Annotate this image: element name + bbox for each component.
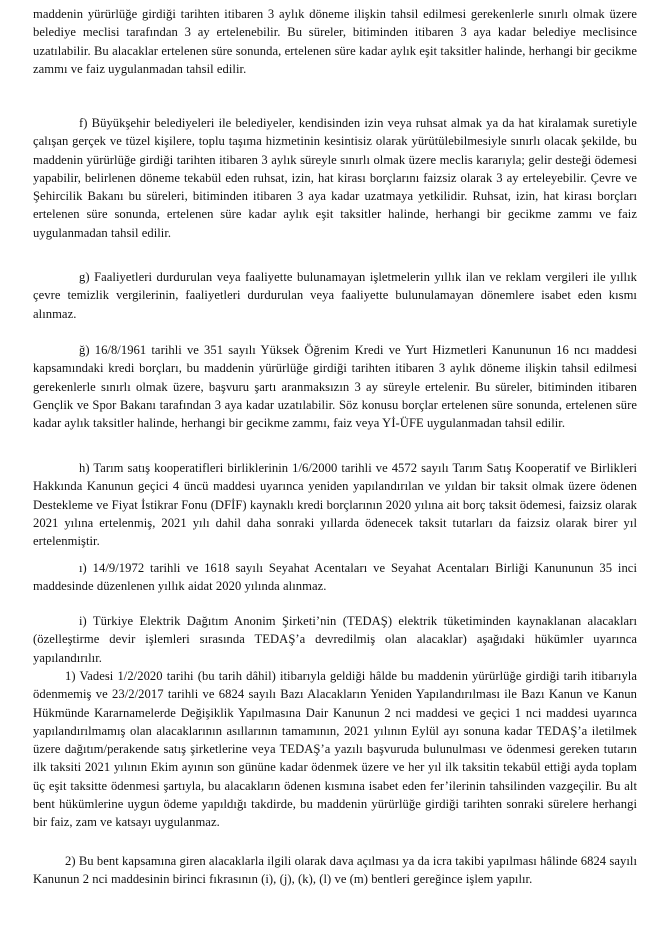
paragraph-i-dotless-text: ı) 14/9/1972 tarihli ve 1618 sayılı Seyahat Acentaları ve Seyahat Acentaları Birliği Kanununun 35 inci maddesinde düzenlenen yıllık aidat 2020 yılında alınmaz. xyxy=(33,561,637,594)
paragraph-i-dotless xyxy=(33,559,637,596)
paragraph-h-text: h) Tarım satış kooperatifleri birliklerinin 1/6/2000 tarihli ve 4572 sayılı Tarım Satış Kooperatif ve Birlikleri Hakkında Kanunun geçici 4 üncü maddesi uyarınca yeniden yapılandırılan ve yıldan bir taksit olmak üzere ödenen Destekleme ve Fiyat İstikrar Fonu (DFİF) kaynaklı kredi borçlarının 2020 yılına ait borç taksit ödemesi, faizsiz olarak 2021 yılına ertelenmiş, 2021 yılı dahil daha sonraki yıllarda ödenecek taksit tutarları da faizsiz olarak birer yıl ertelenmiştir. xyxy=(33,461,637,549)
subparagraph-i-2-text: 2) Bu bent kapsamına giren alacaklarla ilgili olarak dava açılması ya da icra takibi yapılması hâlinde 6824 sayılı Kanunun 2 nci maddesinin birinci fıkrasının (i), (j), (k), (l) ve (m) bentleri gereğince işlem yapılır. xyxy=(33,854,637,887)
paragraph-g-text: g) Faaliyetleri durdurulan veya faaliyette bulunamayan işletmelerin yıllık ilan ve reklam vergileri ile yıllık çevre temizlik vergilerinin, faaliyetleri durdurulan veya faaliyette bulunulamayan dönemlere isabet eden kısmı alınmaz. xyxy=(33,270,637,321)
paragraph-g-breve xyxy=(33,341,637,432)
subparagraph-i-1 xyxy=(33,667,637,832)
subparagraph-i-2 xyxy=(33,852,637,889)
paragraph-intro-text: maddenin yürürlüğe girdiği tarihten itibaren 3 aylık döneme ilişkin tahsil edilmesi gerekenlerle sınırlı olmak üzere belediye meclisi tarafından 3 ay ertelenebilir. Bu süreler, bitiminden itibaren 3 aya kadar belediye meclisince uzatılabilir. Bu alacaklar ertelenen süre sonunda, ertelenen süre kadar aylık eşit taksitler halinde, herhangi bir gecikme zammı ve faiz uygulanmadan tahsil edilir. xyxy=(33,7,637,76)
paragraph-f-text: f) Büyükşehir belediyeleri ile belediyeler, kendisinden izin veya ruhsat almak ya da hat kiralamak suretiyle çalışan gerçek ve tüzel kişilere, toplu taşıma hizmetinin kesintisiz olarak yürütülebilmesiyle sınırlı olacak şekilde, bu maddenin yürürlüğe girdiği tarihten itibaren 3 aylık süreyle sınırlı olmak üzere meclis kararıyla; gelir desteği ödemesi yapabilir, belirlenen döneme tekabül eden ruhsat, izin, hat kirası borçlarını faizsiz olarak 3 ay erteleyebilir. Çevre ve Şehircilik Bakanı bu süreleri, bitiminden itibaren 3 aya kadar uzatmaya yetkilidir. Ruhsat, izin, hat kirası borçları ertelenen süre sonunda, ertelenen süre kadar aylık eşit taksitler halinde, herhangi bir gecikme zammı ve faiz uygulanmadan tahsil edilir. xyxy=(33,116,637,240)
paragraph-continuation xyxy=(33,5,637,78)
paragraph-i xyxy=(33,612,637,667)
paragraph-f xyxy=(33,114,637,242)
paragraph-g-breve-text: ğ) 16/8/1961 tarihli ve 351 sayılı Yüksek Öğrenim Kredi ve Yurt Hizmetleri Kanununun 16 ncı maddesi kapsamındaki kredi borçları, bu maddenin yürürlüğe girdiği tarihten itibaren 3 aylık döneme ilişkin tahsil edilmesi gerekenlerle sınırlı olmak üzere, başvuru şartı aranmaksızın 3 ay süreyle ertelenir. Bu süreler, bitiminden itibaren Gençlik ve Spor Bakanı tarafından 3 aya kadar uzatılabilir. Söz konusu borçlar ertelenen süre sonunda, ertelenen süre kadar aylık taksitler halinde, herhangi bir gecikme zammı, faiz veya Yİ-ÜFE uygulanmadan tahsil edilir. xyxy=(33,343,637,431)
paragraph-i-text: i) Türkiye Elektrik Dağıtım Anonim Şirketi’nin (TEDAŞ) elektrik tüketiminden kaynaklanan alacakları (özelleştirme devir işlemleri sırasında TEDAŞ’a devredilmiş olan alacaklar) aşağıdaki hükümler uyarınca yapılandırılır. xyxy=(33,614,637,665)
paragraph-h xyxy=(33,459,637,550)
paragraph-g xyxy=(33,268,637,323)
subparagraph-i-1-text: 1) Vadesi 1/2/2020 tarihi (bu tarih dâhil) itibarıyla geldiği hâlde bu maddenin yürürlüğe girdiği tarih itibarıyla ödenmemiş ve 23/2/2017 tarihli ve 6824 sayılı Bazı Alacakların Yeniden Yapılandırılması ile Bazı Kanun ve Kanun Hükmünde Kararnamelerde Değişiklik Yapılmasına Dair Kanunun 2 nci maddesi ve geçici 1 nci maddesi uyarınca yapılandırılmamış olan alacaklarının asıllarının tamamının, 2021 yılının Eylül ayı sonuna kadar TEDAŞ’a iletilmek üzere dağıtım/perakende satış şirketlerine veya TEDAŞ’a yazılı başvuruda bulunulması ve ödenmesi gereken tutarın ilk taksiti 2021 yılının Ekim ayının son gününe kadar ödenmek üzere ve her yıl ilk taksitin tekabül ettiği ayda toplam üç eşit taksitte ödenmesi şartıyla, bu alacakların ödenen kısmına isabet eden fer’ilerinin tahsilinden vazgeçilir. Bu alt bent hükümlerine uygun ödeme yapıldığı takdirde, bu maddenin yürürlüğe girdiği tarihten sonraki sürelere herhangi bir faiz, zam ve katsayı uygulanmaz. xyxy=(33,669,637,830)
